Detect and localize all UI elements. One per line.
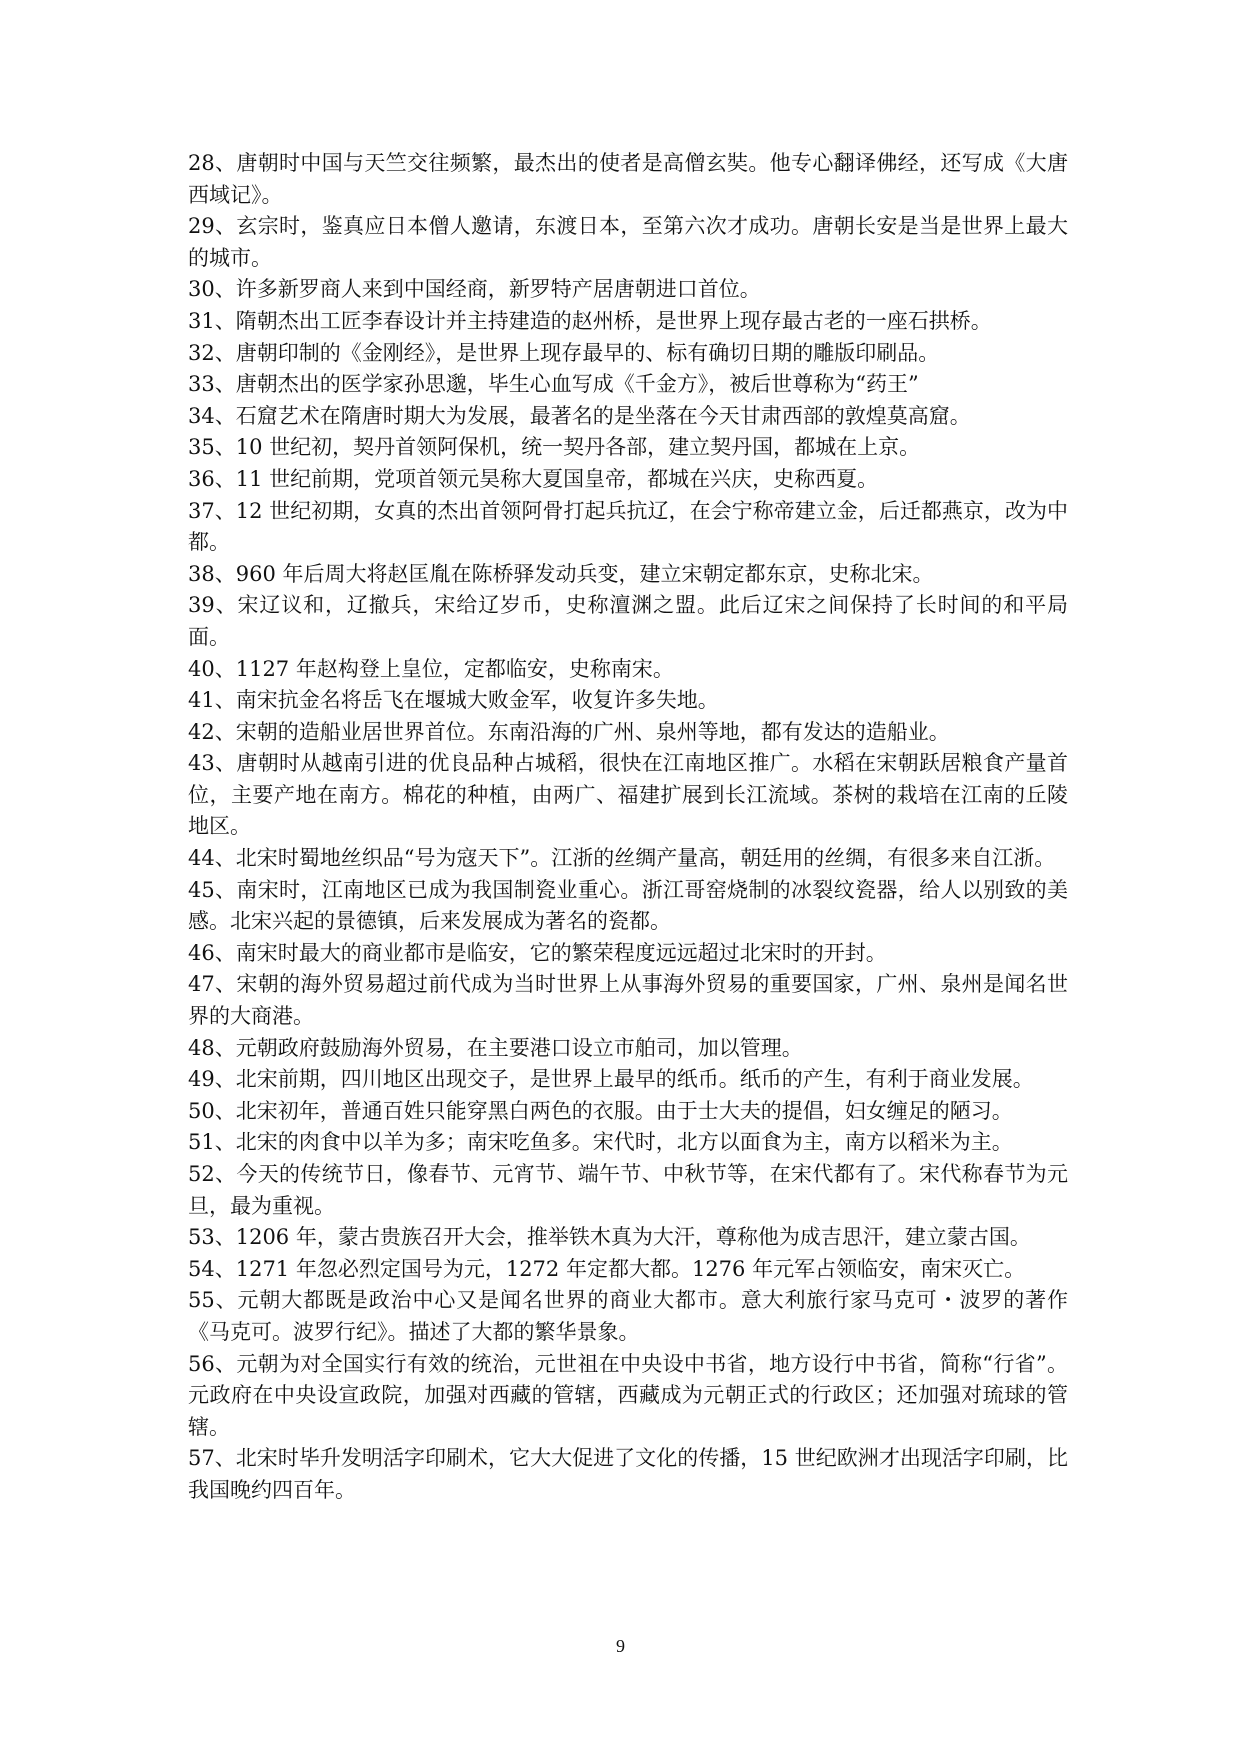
- list-item: 36、11 世纪前期，党项首领元昊称大夏国皇帝，都城在兴庆，史称西夏。: [188, 466, 879, 491]
- list-item: 30、许多新罗商人来到中国经商，新罗特产居唐朝进口首位。: [188, 277, 761, 302]
- list-item: 48、元朝政府鼓励海外贸易，在主要港口设立市舶司，加以管理。: [188, 1035, 803, 1060]
- list-item: 42、宋朝的造船业居世界首位。东南沿海的广州、泉州等地，都有发达的造船业。: [188, 719, 950, 744]
- list-item: 33、唐朝杰出的医学家孙思邈，毕生心血写成《千金方》，被后世尊称为“药王”: [188, 372, 919, 397]
- list-item: 40、1127 年赵构登上皇位，定都临安，史称南宋。: [188, 656, 674, 681]
- list-item: 32、唐朝印制的《金刚经》，是世界上现存最早的、标有确切日期的雕版印刷品。: [188, 340, 940, 365]
- list-item: 45、南宋时，江南地区已成为我国制瓷业重心。浙江哥窑烧制的冰裂纹瓷器，给人以别致的美感。北宋兴起的景德镇，后来发展成为著名的瓷都。: [188, 877, 1068, 934]
- list-item: 28、唐朝时中国与天竺交往频繁，最杰出的使者是高僧玄奘。他专心翻译佛经，还写成《大唐西域记》。: [188, 151, 1068, 207]
- list-item: 38、960 年后周大将赵匡胤在陈桥驿发动兵变，建立宋朝定都东京，史称北宋。: [188, 561, 934, 586]
- list-item: 51、北宋的肉食中以羊为多；南宋吃鱼多。宋代时，北方以面食为主，南方以稻米为主。: [188, 1130, 1013, 1155]
- list-item: 34、石窟艺术在隋唐时期大为发展，最著名的是坐落在今天甘肃西部的敦煌莫高窟。: [188, 403, 971, 428]
- text-body: [188, 148, 1068, 1507]
- list-item: 54、1271 年忽必烈定国号为元，1272 年定都大都。1276 年元军占领临安，南宋灭亡。: [188, 1256, 1026, 1281]
- list-item: 50、北宋初年，普通百姓只能穿黑白两色的衣服。由于士大夫的提倡，妇女缠足的陋习。: [188, 1098, 1013, 1123]
- list-item: 57、北宋时毕升发明活字印刷术，它大大促进了文化的传播，15 世纪欧洲才出现活字印刷，比我国晚约四百年。: [188, 1446, 1068, 1502]
- page-number: 9: [616, 1636, 625, 1656]
- list-item: 44、北宋时蜀地丝织品“号为寇天下”。江浙的丝绸产量高，朝廷用的丝绸，有很多来自江浙。: [188, 846, 1056, 871]
- list-item: 49、北宋前期，四川地区出现交子，是世界上最早的纸币。纸币的产生，有利于商业发展。: [188, 1067, 1034, 1092]
- list-item: 29、玄宗时，鉴真应日本僧人邀请，东渡日本，至第六次才成功。唐朝长安是当是世界上最大的城市。: [188, 214, 1068, 270]
- list-item: 39、宋辽议和，辽撤兵，宋给辽岁币，史称澶渊之盟。此后辽宋之间保持了长时间的和平局面。: [188, 593, 1068, 649]
- list-item: 56、元朝为对全国实行有效的统治，元世祖在中央设中书省，地方设行中书省，简称“行省”。元政府在中央设宣政院，加强对西藏的管辖，西藏成为元朝正式的行政区；还加强对琉球的管辖。: [188, 1351, 1068, 1439]
- list-item: 46、南宋时最大的商业都市是临安，它的繁荣程度远远超过北宋时的开封。: [188, 940, 887, 965]
- list-item: 53、1206 年，蒙古贵族召开大会，推举铁木真为大汗，尊称他为成吉思汗，建立蒙古国。: [188, 1225, 1031, 1250]
- list-item: 52、今天的传统节日，像春节、元宵节、端午节、中秋节等，在宋代都有了。宋代称春节为元旦，最为重视。: [188, 1162, 1068, 1218]
- list-item: 35、10 世纪初，契丹首领阿保机，统一契丹各部，建立契丹国，都城在上京。: [188, 435, 921, 460]
- list-item: 37、12 世纪初期，女真的杰出首领阿骨打起兵抗辽，在会宁称帝建立金，后迁都燕京，改为中都。: [188, 498, 1068, 555]
- list-item: 43、唐朝时从越南引进的优良品种占城稻，很快在江南地区推广。水稻在宋朝跃居粮食产量首位，主要产地在南方。棉花的种植，由两广、福建扩展到长江流域。茶树的栽培在江南的丘陵地区。: [188, 751, 1068, 839]
- list-item: 41、南宋抗金名将岳飞在堰城大败金军，收复许多失地。: [188, 688, 719, 713]
- list-item: 31、隋朝杰出工匠李春设计并主持建造的赵州桥，是世界上现存最古老的一座石拱桥。: [188, 308, 992, 333]
- list-item: 55、元朝大都既是政治中心又是闻名世界的商业大都市。意大利旅行家马克可・波罗的著作《马克可。波罗行纪》。描述了大都的繁华景象。: [188, 1288, 1068, 1344]
- list-item: 47、宋朝的海外贸易超过前代成为当时世界上从事海外贸易的重要国家，广州、泉州是闻名世界的大商港。: [188, 972, 1068, 1029]
